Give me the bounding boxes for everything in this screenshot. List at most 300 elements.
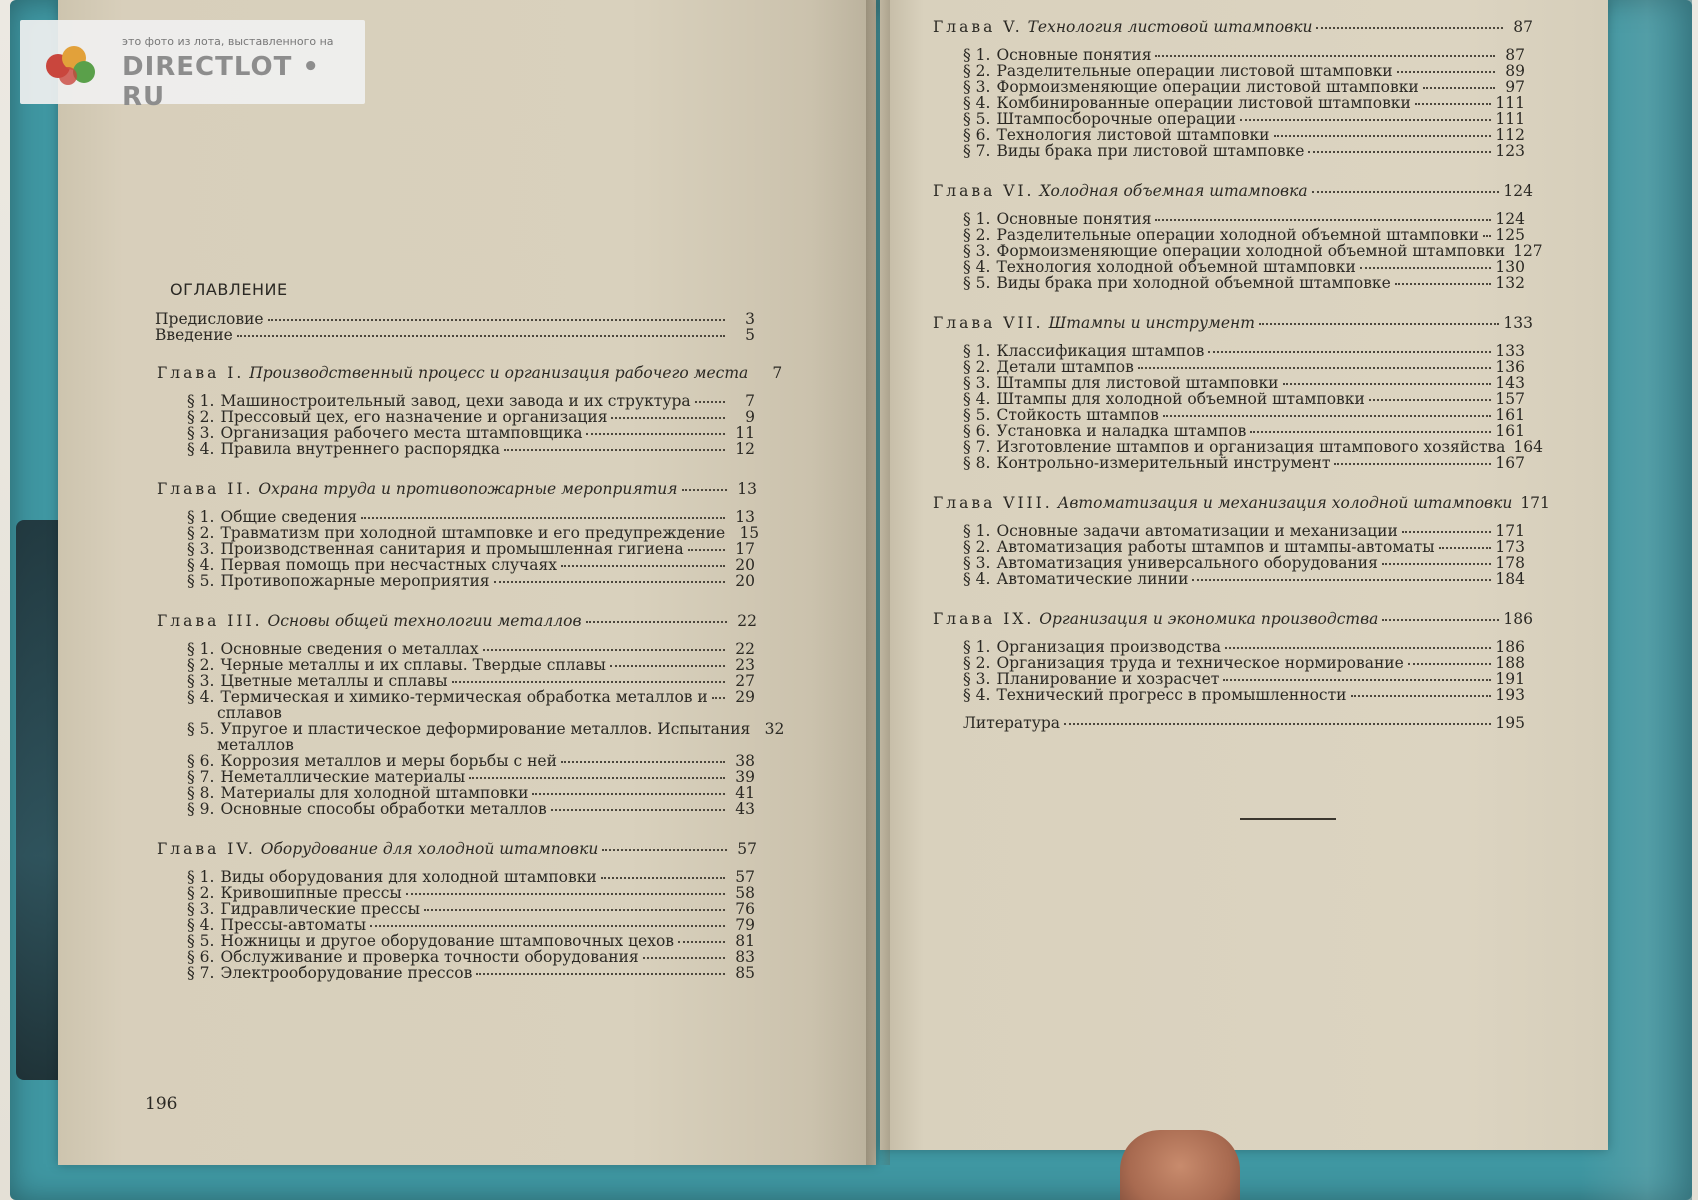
section-number: § 2. [963, 62, 991, 80]
section-number: § 1. [963, 638, 991, 656]
toc-entry-text [157, 614, 582, 630]
leader-dots [1240, 119, 1491, 121]
chapter-title: Холодная объемная штамповка [1039, 182, 1308, 200]
section-title: Основные понятия [996, 46, 1152, 64]
section-title: Цветные металлы и сплавы [220, 672, 448, 690]
page-ref: 127 [1513, 242, 1543, 260]
section-number: § 1. [963, 46, 991, 64]
watermark [20, 20, 365, 112]
page-ref: 32 [764, 720, 785, 738]
section-number: § 4. [187, 556, 215, 574]
page-ref: 58 [735, 884, 755, 902]
leader-dots [1138, 367, 1492, 369]
page-ref: 171 [1520, 494, 1550, 512]
page-ref: 130 [1495, 258, 1525, 276]
section-title: Организация труда и техническое нормирование [996, 654, 1404, 672]
toc-entry-row [963, 716, 1525, 732]
section-number: § 1. [963, 522, 991, 540]
toc-heading: ОГЛАВЛЕНИЕ [170, 280, 288, 299]
section-number: § 6. [963, 422, 991, 440]
leader-dots [1369, 399, 1492, 401]
toc-chapter-row [933, 494, 1550, 512]
page-ref: 167 [1495, 454, 1525, 472]
page-ref: 79 [735, 916, 755, 934]
toc-entry-text [157, 842, 598, 858]
section-title: Планирование и хозрасчет [996, 670, 1220, 688]
section-number: § 5. [963, 406, 991, 424]
leader-dots [712, 697, 725, 699]
section-number: § 9. [187, 800, 215, 818]
page-ref: 195 [1495, 714, 1525, 732]
section-title: Стойкость штампов [996, 406, 1159, 424]
leader-dots [611, 417, 725, 419]
chapter-label: Глава VI. [933, 182, 1035, 200]
page-ref: 184 [1495, 570, 1525, 588]
page-ref: 43 [735, 800, 755, 818]
toc-entry-text [933, 316, 1255, 332]
section-title: Детали штампов [996, 358, 1134, 376]
thumb [1120, 1130, 1240, 1200]
leader-dots [1308, 151, 1491, 153]
page-ref: 22 [737, 612, 757, 630]
section-title: Коррозия металлов и меры борьбы с ней [220, 752, 557, 770]
toc-entry-continuation: сплавов [217, 704, 282, 722]
watermark-logo-icon [44, 42, 108, 88]
leader-dots [1155, 55, 1495, 57]
section-title: Штампы для холодной объемной штамповки [996, 390, 1365, 408]
page-ref: 111 [1495, 110, 1525, 128]
page-ref: 39 [735, 768, 755, 786]
page-ref: 193 [1495, 686, 1525, 704]
leader-dots [586, 433, 725, 435]
section-number: § 4. [963, 570, 991, 588]
chapter-title: Штампы и инструмент [1048, 314, 1255, 332]
chapter-label: Глава VII. [933, 314, 1044, 332]
leader-dots [678, 941, 725, 943]
page-ref: 22 [735, 640, 755, 658]
section-number: § 5. [187, 932, 215, 950]
section-number: § 5. [187, 720, 215, 738]
section-title: Обслуживание и проверка точности оборудования [220, 948, 639, 966]
section-number: § 7. [187, 768, 215, 786]
toc-entry-text [933, 184, 1308, 200]
leader-dots [1316, 27, 1503, 29]
page-ref: 133 [1503, 314, 1533, 332]
section-title: Автоматизация универсального оборудования [996, 554, 1378, 572]
section-number: § 2. [187, 408, 215, 426]
section-number: § 3. [187, 900, 215, 918]
leader-dots [695, 401, 725, 403]
section-title: Контрольно-измерительный инструмент [996, 454, 1331, 472]
toc-entry-text [187, 574, 490, 590]
leader-dots [1397, 71, 1495, 73]
leader-dots [1382, 563, 1491, 565]
section-number: § 1. [187, 508, 215, 526]
section-number: § 3. [187, 540, 215, 558]
leader-dots [1360, 267, 1492, 269]
section-number: § 2. [963, 358, 991, 376]
section-title: Основные задачи автоматизации и механизации [996, 522, 1398, 540]
page-ref: 13 [735, 508, 755, 526]
section-number: § 2. [187, 524, 215, 542]
section-title: Виды брака при листовой штамповке [996, 142, 1305, 160]
section-title: Разделительные операции листовой штамповки [996, 62, 1393, 80]
leader-dots [1351, 695, 1492, 697]
section-number: § 3. [963, 670, 991, 688]
section-number: § 3. [963, 242, 991, 260]
section-title: Травматизм при холодной штамповке и его предупреждение [220, 524, 726, 542]
page-ref: 7 [745, 392, 755, 410]
toc-entry-continuation: металлов [217, 736, 294, 754]
toc-entry-text [933, 20, 1312, 36]
toc-entry-text: Предисловие [155, 310, 264, 328]
leader-dots [406, 893, 725, 895]
end-rule [1240, 818, 1336, 820]
leader-dots [370, 925, 725, 927]
page-ref: 124 [1503, 182, 1533, 200]
page-ref: 188 [1495, 654, 1525, 672]
leader-dots [268, 319, 725, 321]
leader-dots [1192, 579, 1491, 581]
toc-entry-text: Введение [155, 326, 233, 344]
leader-dots [682, 489, 727, 491]
section-number: § 3. [963, 374, 991, 392]
section-number: § 2. [187, 884, 215, 902]
watermark-caption: это фото из лота, выставленного на [122, 35, 334, 48]
toc-entry-text [963, 572, 1188, 588]
leader-dots [551, 809, 725, 811]
section-title: Прессы-автоматы [220, 916, 367, 934]
page-ref: 132 [1495, 274, 1525, 292]
section-number: § 6. [963, 126, 991, 144]
toc-entry-row [187, 966, 755, 982]
page-ref: 9 [745, 408, 755, 426]
chapter-label: Глава V. [933, 18, 1023, 36]
toc-entry-row [187, 574, 755, 590]
section-title: Автоматизация работы штампов и штампы-автоматы [996, 538, 1435, 556]
toc-entry-row [187, 442, 755, 458]
page-ref: 161 [1495, 406, 1525, 424]
section-title: Упругое и пластическое деформирование металлов. Испытания [220, 720, 751, 738]
toc-chapter-row [157, 364, 783, 382]
section-number: § 1. [187, 868, 215, 886]
toc-entry-text [157, 366, 748, 382]
leader-dots [1395, 283, 1492, 285]
section-title: Материалы для холодной штамповки [220, 784, 529, 802]
section-number: § 4. [187, 916, 215, 934]
leader-dots [610, 665, 725, 667]
section-title: Основные понятия [996, 210, 1152, 228]
section-number: § 2. [963, 538, 991, 556]
page-ref: 143 [1495, 374, 1525, 392]
leader-dots [504, 449, 725, 451]
toc-chapter-row [933, 184, 1533, 200]
section-number: § 6. [187, 752, 215, 770]
section-title: Штампосборочные операции [996, 110, 1236, 128]
page-ref: 97 [1505, 78, 1525, 96]
page-ref: 173 [1495, 538, 1525, 556]
section-number: § 7. [187, 964, 215, 982]
chapter-label: Глава I. [157, 364, 245, 382]
section-title: Организация производства [996, 638, 1222, 656]
leader-dots [601, 877, 725, 879]
page-ref: 41 [735, 784, 755, 802]
leader-dots [1334, 463, 1491, 465]
leader-dots [561, 761, 725, 763]
leader-dots [561, 565, 725, 567]
leader-dots [452, 681, 725, 683]
page-ref: 171 [1495, 522, 1525, 540]
section-title: Основные способы обработки металлов [220, 800, 547, 818]
book-gutter [866, 0, 890, 1165]
watermark-brand: DIRECTLOT • RU [122, 52, 321, 112]
page-ref: 29 [735, 688, 755, 706]
section-title: Основные сведения о металлах [220, 640, 479, 658]
toc-entry-text [963, 276, 1391, 292]
toc-chapter-row [933, 612, 1533, 628]
page-ref: 20 [735, 556, 755, 574]
section-title: Комбинированные операции листовой штамповки [996, 94, 1411, 112]
page-ref: 7 [772, 364, 783, 382]
toc-entry-text [187, 966, 472, 982]
chapter-title: Автоматизация и механизация холодной штамповки [1057, 494, 1513, 512]
chapter-title: Охрана труда и противопожарные мероприятия [258, 480, 678, 498]
page-ref: 157 [1495, 390, 1525, 408]
page-ref: 112 [1495, 126, 1525, 144]
page-ref: 161 [1495, 422, 1525, 440]
leader-dots [1155, 219, 1491, 221]
page-number: 196 [145, 1094, 178, 1114]
section-title: Установка и наладка штампов [996, 422, 1247, 440]
leader-dots [1408, 663, 1492, 665]
section-title: Машиностроительный завод, цехи завода и их структура [220, 392, 691, 410]
leader-dots [1259, 323, 1500, 325]
toc-entry-text [157, 482, 678, 498]
toc-entry-text [963, 456, 1330, 472]
leader-dots [469, 777, 725, 779]
page-ref: 111 [1495, 94, 1525, 112]
leader-dots [1225, 647, 1491, 649]
section-title: Классификация штампов [996, 342, 1205, 360]
section-title: Черные металлы и их сплавы. Твердые сплавы [220, 656, 606, 674]
section-title: Противопожарные мероприятия [220, 572, 490, 590]
section-title: Изготовление штампов и организация штампового хозяйства [996, 438, 1506, 456]
leader-dots [643, 957, 725, 959]
section-number: § 2. [963, 226, 991, 244]
toc-entry-text [933, 612, 1378, 628]
chapter-title: Основы общей технологии металлов [267, 612, 582, 630]
page-ref: 186 [1495, 638, 1525, 656]
section-number: § 8. [963, 454, 991, 472]
section-title: Технический прогресс в промышленности [996, 686, 1347, 704]
toc-entry-row [963, 456, 1525, 472]
section-number: § 5. [963, 110, 991, 128]
leader-dots [1223, 679, 1491, 681]
section-title: Ножницы и другое оборудование штамповочных цехов [220, 932, 675, 950]
page-ref: 76 [735, 900, 755, 918]
page-ref: 89 [1505, 62, 1525, 80]
section-number: § 6. [187, 948, 215, 966]
leader-dots [532, 793, 725, 795]
chapter-label: Глава III. [157, 612, 263, 630]
leader-dots [1163, 415, 1492, 417]
toc-chapter-row [933, 316, 1533, 332]
chapter-title: Производственный процесс и организация рабочего места [249, 364, 749, 382]
leader-dots [424, 909, 725, 911]
chapter-title: Технология листовой штамповки [1027, 18, 1313, 36]
leader-dots [1402, 531, 1492, 533]
page-ref: 133 [1495, 342, 1525, 360]
section-title: Технология холодной объемной штамповки [996, 258, 1356, 276]
toc-entry-row [187, 802, 755, 818]
section-title: Формоизменяющие операции холодной объемной штамповки [996, 242, 1506, 260]
page-ref: 124 [1495, 210, 1525, 228]
toc-entry-row [963, 572, 1525, 588]
section-title: Гидравлические прессы [220, 900, 421, 918]
chapter-title: Организация и экономика производства [1039, 610, 1379, 628]
chapter-label: Глава VIII. [933, 494, 1053, 512]
toc-entry-row [963, 688, 1525, 704]
page-ref: 125 [1495, 226, 1525, 244]
leader-dots [1250, 431, 1491, 433]
page-ref: 178 [1495, 554, 1525, 572]
page-ref: 5 [745, 326, 755, 344]
leader-dots [1274, 135, 1492, 137]
chapter-label: Глава IX. [933, 610, 1035, 628]
section-number: § 4. [963, 390, 991, 408]
page-ref: 191 [1495, 670, 1525, 688]
section-number: § 1. [187, 392, 215, 410]
toc-entry-text [963, 144, 1304, 160]
section-number: § 8. [187, 784, 215, 802]
leader-dots [1382, 619, 1499, 621]
page-ref: 11 [735, 424, 755, 442]
page-ref: 57 [735, 868, 755, 886]
leader-dots [237, 335, 725, 337]
toc-entry-text: Литература [963, 714, 1061, 732]
page-ref: 12 [735, 440, 755, 458]
leader-dots [1439, 547, 1492, 549]
page-ref: 17 [735, 540, 755, 558]
page-ref: 15 [739, 524, 760, 542]
page-ref: 27 [735, 672, 755, 690]
section-title: Термическая и химико-термическая обработка металлов и [220, 688, 708, 706]
leader-dots [1283, 383, 1492, 385]
chapter-label: Глава IV. [157, 840, 256, 858]
section-title: Технология листовой штамповки [996, 126, 1270, 144]
leader-dots [476, 973, 725, 975]
section-number: § 3. [187, 672, 215, 690]
section-number: § 1. [187, 640, 215, 658]
toc-chapter-row [157, 842, 757, 858]
section-number: § 4. [187, 688, 215, 706]
page-ref: 13 [737, 480, 757, 498]
leader-dots [1208, 351, 1491, 353]
leader-dots [602, 849, 727, 851]
leader-dots [494, 581, 725, 583]
section-number: § 4. [963, 258, 991, 276]
leader-dots [688, 549, 725, 551]
leader-dots [1064, 723, 1491, 725]
section-title: Штампы для листовой штамповки [996, 374, 1279, 392]
page-ref: 87 [1505, 46, 1525, 64]
section-number: § 1. [963, 210, 991, 228]
leader-dots [1423, 87, 1495, 89]
section-title: Формоизменяющие операции листовой штамповки [996, 78, 1419, 96]
page-ref: 57 [737, 840, 757, 858]
leader-dots [1312, 191, 1500, 193]
page-ref: 87 [1513, 18, 1533, 36]
section-number: § 7. [963, 142, 991, 160]
page-ref: 83 [735, 948, 755, 966]
page-ref: 3 [745, 310, 755, 328]
section-number: § 3. [187, 424, 215, 442]
page-ref: 81 [735, 932, 755, 950]
section-title: Виды брака при холодной объемной штамповке [996, 274, 1391, 292]
section-number: § 3. [963, 554, 991, 572]
leader-dots [483, 649, 725, 651]
chapter-label: Глава II. [157, 480, 254, 498]
section-number: § 1. [963, 342, 991, 360]
toc-entry-row [155, 312, 755, 328]
toc-entry-row [155, 328, 755, 344]
section-number: § 2. [187, 656, 215, 674]
section-number: § 5. [963, 274, 991, 292]
leader-dots [1483, 235, 1491, 237]
section-number: § 4. [187, 440, 215, 458]
toc-entry-text [187, 802, 547, 818]
page-ref: 136 [1495, 358, 1525, 376]
toc-entry-text [933, 496, 1512, 512]
section-title: Виды оборудования для холодной штамповки [220, 868, 597, 886]
toc-entry-row [963, 144, 1525, 160]
section-title: Автоматические линии [996, 570, 1189, 588]
page-ref: 23 [735, 656, 755, 674]
toc-entry-text [187, 442, 500, 458]
section-title: Производственная санитария и промышленная гигиена [220, 540, 684, 558]
leader-dots [586, 621, 727, 623]
page-ref: 20 [735, 572, 755, 590]
leader-dots [1415, 103, 1492, 105]
page-ref: 85 [735, 964, 755, 982]
toc-entry-row [963, 276, 1525, 292]
section-title: Разделительные операции холодной объемной штамповки [996, 226, 1479, 244]
section-number: § 4. [963, 686, 991, 704]
section-number: § 5. [187, 572, 215, 590]
section-number: § 4. [963, 94, 991, 112]
page-ref: 164 [1513, 438, 1543, 456]
toc-chapter-row [933, 20, 1533, 36]
page-ref: 38 [735, 752, 755, 770]
leader-dots [361, 517, 725, 519]
section-number: § 3. [963, 78, 991, 96]
section-title: Кривошипные прессы [220, 884, 402, 902]
section-title: Первая помощь при несчастных случаях [220, 556, 558, 574]
page-ref: 186 [1503, 610, 1533, 628]
section-title: Организация рабочего места штамповщика [220, 424, 583, 442]
section-number: § 7. [963, 438, 991, 456]
page-ref: 123 [1495, 142, 1525, 160]
section-title: Правила внутреннего распорядка [220, 440, 500, 458]
section-title: Прессовый цех, его назначение и организация [220, 408, 608, 426]
chapter-title: Оборудование для холодной штамповки [260, 840, 599, 858]
section-number: § 2. [963, 654, 991, 672]
toc-chapter-row [157, 614, 757, 630]
section-title: Неметаллические материалы [220, 768, 466, 786]
toc-chapter-row [157, 482, 757, 498]
section-title: Электрооборудование прессов [220, 964, 473, 982]
section-title: Общие сведения [220, 508, 358, 526]
